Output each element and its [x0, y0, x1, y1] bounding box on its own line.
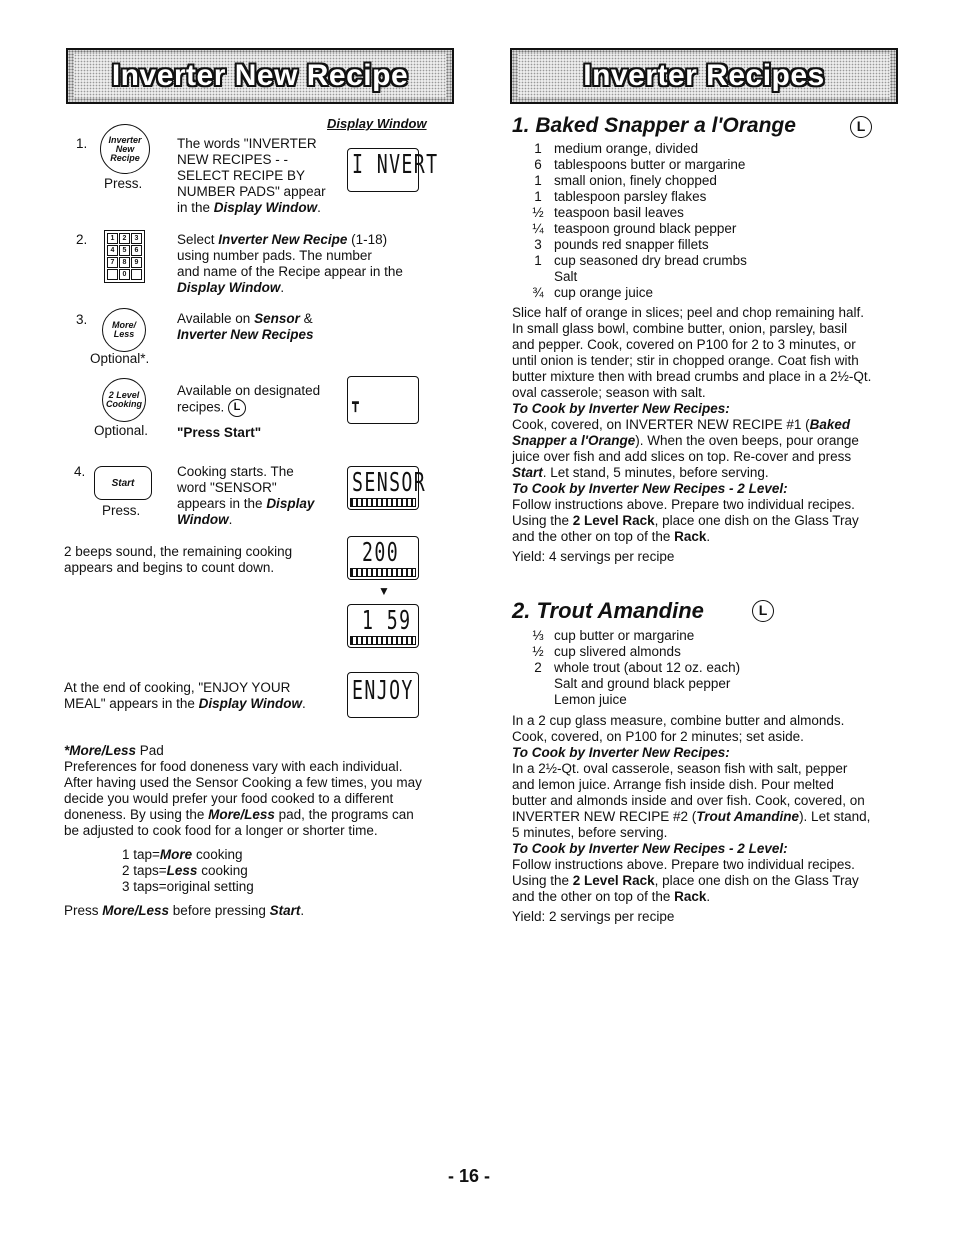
ingredient-desc: small onion, finely chopped [554, 173, 717, 188]
lcd-sensor-text: SENSOR [352, 468, 427, 498]
left-banner [66, 48, 454, 104]
recipe-2-title: 2. Trout Amandine [512, 598, 704, 623]
inverter-new-recipe-button[interactable] [100, 124, 150, 174]
ingredient-row [522, 157, 882, 173]
l-mark-icon: L [228, 399, 246, 417]
step-1-line-d: NUMBER PADS" appear [177, 184, 326, 199]
recipe-2-level-l1: Follow instructions above. Prepare two individual recipes. [512, 857, 855, 872]
step-2-line-a: Select Inverter New Recipe (1-18) [177, 232, 388, 247]
ingredient-desc: cup slivered almonds [554, 644, 681, 659]
enjoy-text [64, 680, 340, 712]
note-line-1: Preferences for food doneness vary with each individual. [64, 759, 403, 774]
lcd-enjoy-text: ENJOY [352, 676, 414, 706]
ingredient-row [522, 205, 882, 221]
right-banner-title: Inverter Recipes [583, 59, 825, 92]
recipe-1-level-l3: and the other on top of the Rack. [512, 529, 711, 544]
step-3-line-a: Available on Sensor & [177, 311, 313, 326]
recipe-1-subhead-2: To Cook by Inverter New Recipes - 2 Level: [512, 481, 788, 496]
ingredient-qty: 1 [534, 253, 542, 268]
enjoy-line-a: At the end of cooking, "ENJOY YOUR [64, 680, 291, 695]
number-keypad[interactable] [104, 230, 145, 283]
more-less-button[interactable] [102, 308, 146, 352]
lcd-countdown-a-text: 200 [362, 538, 400, 568]
step-3-text [177, 311, 397, 343]
note-line-5: be adjusted to cook food for a longer or shorter time. [64, 823, 378, 838]
recipe-1-l-mark-icon: L [850, 116, 872, 138]
ingredient-desc: cup orange juice [554, 285, 654, 300]
ingredient-desc: tablespoon parsley flakes [554, 189, 707, 204]
ingredient-row [522, 237, 882, 253]
keypad-key[interactable]: 9 [131, 257, 142, 268]
step-2-line-d: Display Window. [177, 280, 285, 295]
ingredient-row [522, 269, 882, 285]
ingredient-qty: 1 [534, 189, 542, 204]
ingredient-qty: ¾ [532, 285, 544, 300]
recipe-1-cook-l1: Cook, covered, on INVERTER NEW RECIPE #1 (Baked [512, 417, 851, 432]
step-4-caption: Press. [102, 503, 141, 518]
step-2-text [177, 232, 437, 296]
step-1-line-b: NEW RECIPES - - [177, 152, 289, 167]
lcd-countdown-a [347, 536, 419, 580]
keypad-key[interactable] [131, 269, 142, 280]
display-window-label: Display Window [327, 116, 427, 131]
recipe-2-cook-l4: INVERTER NEW RECIPE #2 (Trout Amandine). Let stand, [512, 809, 871, 824]
paragraph-line: Cook, covered, on P100 for 2 minutes; set aside. [512, 729, 804, 744]
recipe-1-prep [512, 305, 904, 401]
ingredient-qty: 3 [534, 237, 542, 252]
recipe-2-level-l2: Using the 2 Level Rack, place one dish on the Glass Tray [512, 873, 859, 888]
press-start-text: "Press Start" [177, 425, 262, 440]
two-level-cooking-button[interactable] [102, 378, 146, 422]
ingredient-qty: ⅓ [532, 628, 544, 643]
ingredient-qty: 1 [534, 173, 542, 188]
ingredient-row [522, 189, 882, 205]
ingredient-row [522, 692, 882, 708]
beeps-line-a: 2 beeps sound, the remaining cooking [64, 544, 293, 559]
paragraph-line: Slice half of orange in slices; peel and chop remaining half. [512, 305, 864, 320]
note-line-4: doneness. By using the More/Less pad, the programs can [64, 807, 414, 822]
left-banner-title: Inverter New Recipe [111, 59, 409, 92]
lcd-prompt-text: ┳ [352, 393, 361, 412]
recipe-2-ingredients [522, 628, 882, 708]
ingredient-desc: Salt and ground black pepper [554, 676, 731, 691]
ingredient-row [522, 141, 882, 157]
paragraph-line: butter and almonds inside and over fish. Cook, covered, on [512, 793, 865, 808]
keypad-key[interactable]: 6 [131, 245, 142, 256]
ingredient-qty [522, 269, 554, 285]
lcd-sensor [347, 466, 427, 510]
step-4-line-a: Cooking starts. The [177, 464, 294, 479]
ingredient-desc: medium orange, divided [554, 141, 699, 156]
lcd-inverter-text: I NVERT [352, 150, 439, 180]
recipe-2-subhead-1: To Cook by Inverter New Recipes: [512, 745, 730, 760]
step-3-line-b: Inverter New Recipes [177, 327, 314, 342]
ingredient-desc: pounds red snapper fillets [554, 237, 709, 252]
step-4-number: 4. [74, 464, 86, 479]
ingredient-row [522, 660, 882, 676]
right-banner [510, 48, 898, 104]
beeps-text [64, 544, 334, 576]
inverter-new-recipe-button-label: Inverter New Recipe [108, 134, 142, 163]
ingredient-qty [522, 676, 554, 692]
recipe-2-subhead-2: To Cook by Inverter New Recipes - 2 Level: [512, 841, 788, 856]
recipe-1-title: 1. Baked Snapper a l'Orange [512, 114, 796, 137]
step-4-line-d: Window. [177, 512, 233, 527]
paragraph-line: oval casserole; season with salt. [512, 385, 706, 400]
step-2-line-c: and name of the Recipe appear in the [177, 264, 403, 279]
ingredient-row [522, 285, 882, 301]
step-3b-caption: Optional. [94, 423, 149, 438]
tap-1: 1 tap=More cooking [122, 847, 243, 862]
step-4-text [177, 464, 347, 528]
step-3b-text [177, 383, 347, 441]
recipe-1-method [512, 305, 904, 565]
two-level-cooking-button-label: 2 Level Cooking [106, 390, 142, 409]
more-less-note [64, 743, 456, 919]
note-press: Press More/Less before pressing Start. [64, 903, 305, 918]
step-2-line-b: using number pads. The number [177, 248, 372, 263]
enjoy-line-b: MEAL" appears in the Display Window. [64, 696, 306, 711]
ingredient-qty [522, 692, 554, 708]
lcd-enjoy [347, 672, 419, 718]
tap-3: 3 taps=original setting [122, 879, 254, 894]
ingredient-desc: whole trout (about 12 oz. each) [554, 660, 741, 675]
ingredient-qty: ½ [532, 205, 544, 220]
recipe-2-method [512, 713, 904, 925]
step-3-number: 3. [76, 312, 88, 327]
step-2-number: 2. [76, 232, 88, 247]
page-number: - 16 - [448, 1166, 491, 1186]
step-3-caption: Optional*. [90, 351, 150, 366]
paragraph-line: In small glass bowl, combine butter, onion, parsley, basil [512, 321, 848, 336]
ingredient-desc: Lemon juice [554, 692, 627, 707]
keypad-key[interactable]: 7 [107, 257, 118, 268]
paragraph-line: In a 2 cup glass measure, combine butter and almonds. [512, 713, 845, 728]
ingredient-desc: teaspoon basil leaves [554, 205, 684, 220]
ingredient-row [522, 253, 882, 269]
step-1-text [177, 136, 347, 216]
ingredient-desc: cup butter or margarine [554, 628, 695, 643]
recipe-2-yield: Yield: 2 servings per recipe [512, 909, 675, 924]
keypad-key[interactable]: 0 [119, 269, 130, 280]
recipe-1-cook-l2: Snapper a l'Orange). When the oven beeps, pour orange [512, 433, 859, 448]
recipe-2-cook-l5: 5 minutes, before serving. [512, 825, 668, 840]
recipe-2-level-l3: and the other on top of the Rack. [512, 889, 711, 904]
step-4-line-b: word "SENSOR" [177, 480, 277, 495]
ingredient-desc: tablespoons butter or margarine [554, 157, 746, 172]
paragraph-line: In a 2½-Qt. oval casserole, season fish with salt, pepper [512, 761, 848, 776]
more-less-button-label: More/ Less [111, 320, 136, 339]
keypad-key[interactable]: 2 [119, 233, 130, 244]
recipe-1-level-l2: Using the 2 Level Rack, place one dish on the Glass Tray [512, 513, 859, 528]
paragraph-line: until onion is tender; stir in chopped orange. Coat fish with [512, 353, 859, 368]
tap-2: 2 taps=Less cooking [122, 863, 248, 878]
ingredient-desc: Salt [554, 269, 578, 284]
keypad-key[interactable]: 1 [107, 233, 118, 244]
ingredient-desc: cup seasoned dry bread crumbs [554, 253, 747, 268]
lcd-sensor-progress [350, 498, 416, 507]
ingredient-desc: teaspoon ground black pepper [554, 221, 737, 236]
recipe-1-ingredients [522, 141, 882, 301]
lcd-prompt [347, 376, 419, 424]
recipe-1-level-l1: Follow instructions above. Prepare two individual recipes. [512, 497, 855, 512]
step-1-line-c: SELECT RECIPE BY [177, 168, 306, 183]
start-button[interactable] [94, 466, 152, 500]
step-1-line-e: in the Display Window. [177, 200, 321, 215]
ingredient-row [522, 628, 882, 644]
recipe-1-cook-l3: juice over fish and add slices on top. Re-cover and press [512, 449, 852, 464]
recipe-2-l-mark-icon: L [752, 600, 774, 622]
note-line-2: After having used the Sensor Cooking a few times, you may [64, 775, 422, 790]
start-button-label: Start [111, 477, 135, 489]
tap-list [122, 847, 456, 895]
ingredient-qty: 6 [534, 157, 542, 172]
ingredient-row [522, 644, 882, 660]
step-3b-line-b: recipes. L [177, 399, 347, 417]
lcd-countdown-b [347, 604, 419, 648]
ingredient-qty: 1 [534, 141, 542, 156]
paragraph-line: and lemon juice. Arrange fish inside dish. Pour melted [512, 777, 834, 792]
lcd-inverter [347, 148, 439, 192]
beeps-line-b: appears and begins to count down. [64, 560, 275, 575]
note-line-3: decide you would prefer your food cooked to a different [64, 791, 394, 806]
paragraph-line: and pepper. Cook, covered on P100 for 2 to 3 minutes, or [512, 337, 856, 352]
keypad-key[interactable]: 5 [119, 245, 130, 256]
keypad-key[interactable]: 3 [131, 233, 142, 244]
step-1-caption: Press. [104, 176, 143, 191]
step-1-line-a: The words "INVERTER [177, 136, 317, 151]
ingredient-row [522, 173, 882, 189]
ingredient-row [522, 676, 882, 692]
step-4-line-c: appears in the Display [177, 496, 315, 511]
keypad-key[interactable] [107, 269, 118, 280]
recipe-1-cook-l4: Start. Let stand, 5 minutes, before serving. [512, 465, 769, 480]
recipe-2-prep [512, 713, 904, 745]
recipe-1-yield: Yield: 4 servings per recipe [512, 549, 675, 564]
ingredient-qty: ½ [532, 644, 544, 659]
note-title: *More/Less Pad [64, 743, 164, 758]
paragraph-line: butter mixture then with bread crumbs and place in a 2½-Qt. [512, 369, 872, 384]
recipe-1-subhead-1: To Cook by Inverter New Recipes: [512, 401, 730, 416]
step-3b-line-a: Available on designated [177, 383, 321, 398]
ingredient-row [522, 221, 882, 237]
lcd-countdown-b-progress [350, 636, 416, 645]
lcd-countdown-b-text: 1 59 [362, 606, 412, 636]
keypad-key[interactable]: 4 [107, 245, 118, 256]
ingredient-qty: ¼ [532, 221, 544, 236]
arrow-down-icon: ▼ [378, 584, 390, 598]
lcd-countdown-a-progress [350, 568, 416, 577]
keypad-key[interactable]: 8 [119, 257, 130, 268]
step-1-number: 1. [76, 136, 88, 151]
recipe-2-cook [512, 761, 904, 809]
ingredient-qty: 2 [534, 660, 542, 675]
